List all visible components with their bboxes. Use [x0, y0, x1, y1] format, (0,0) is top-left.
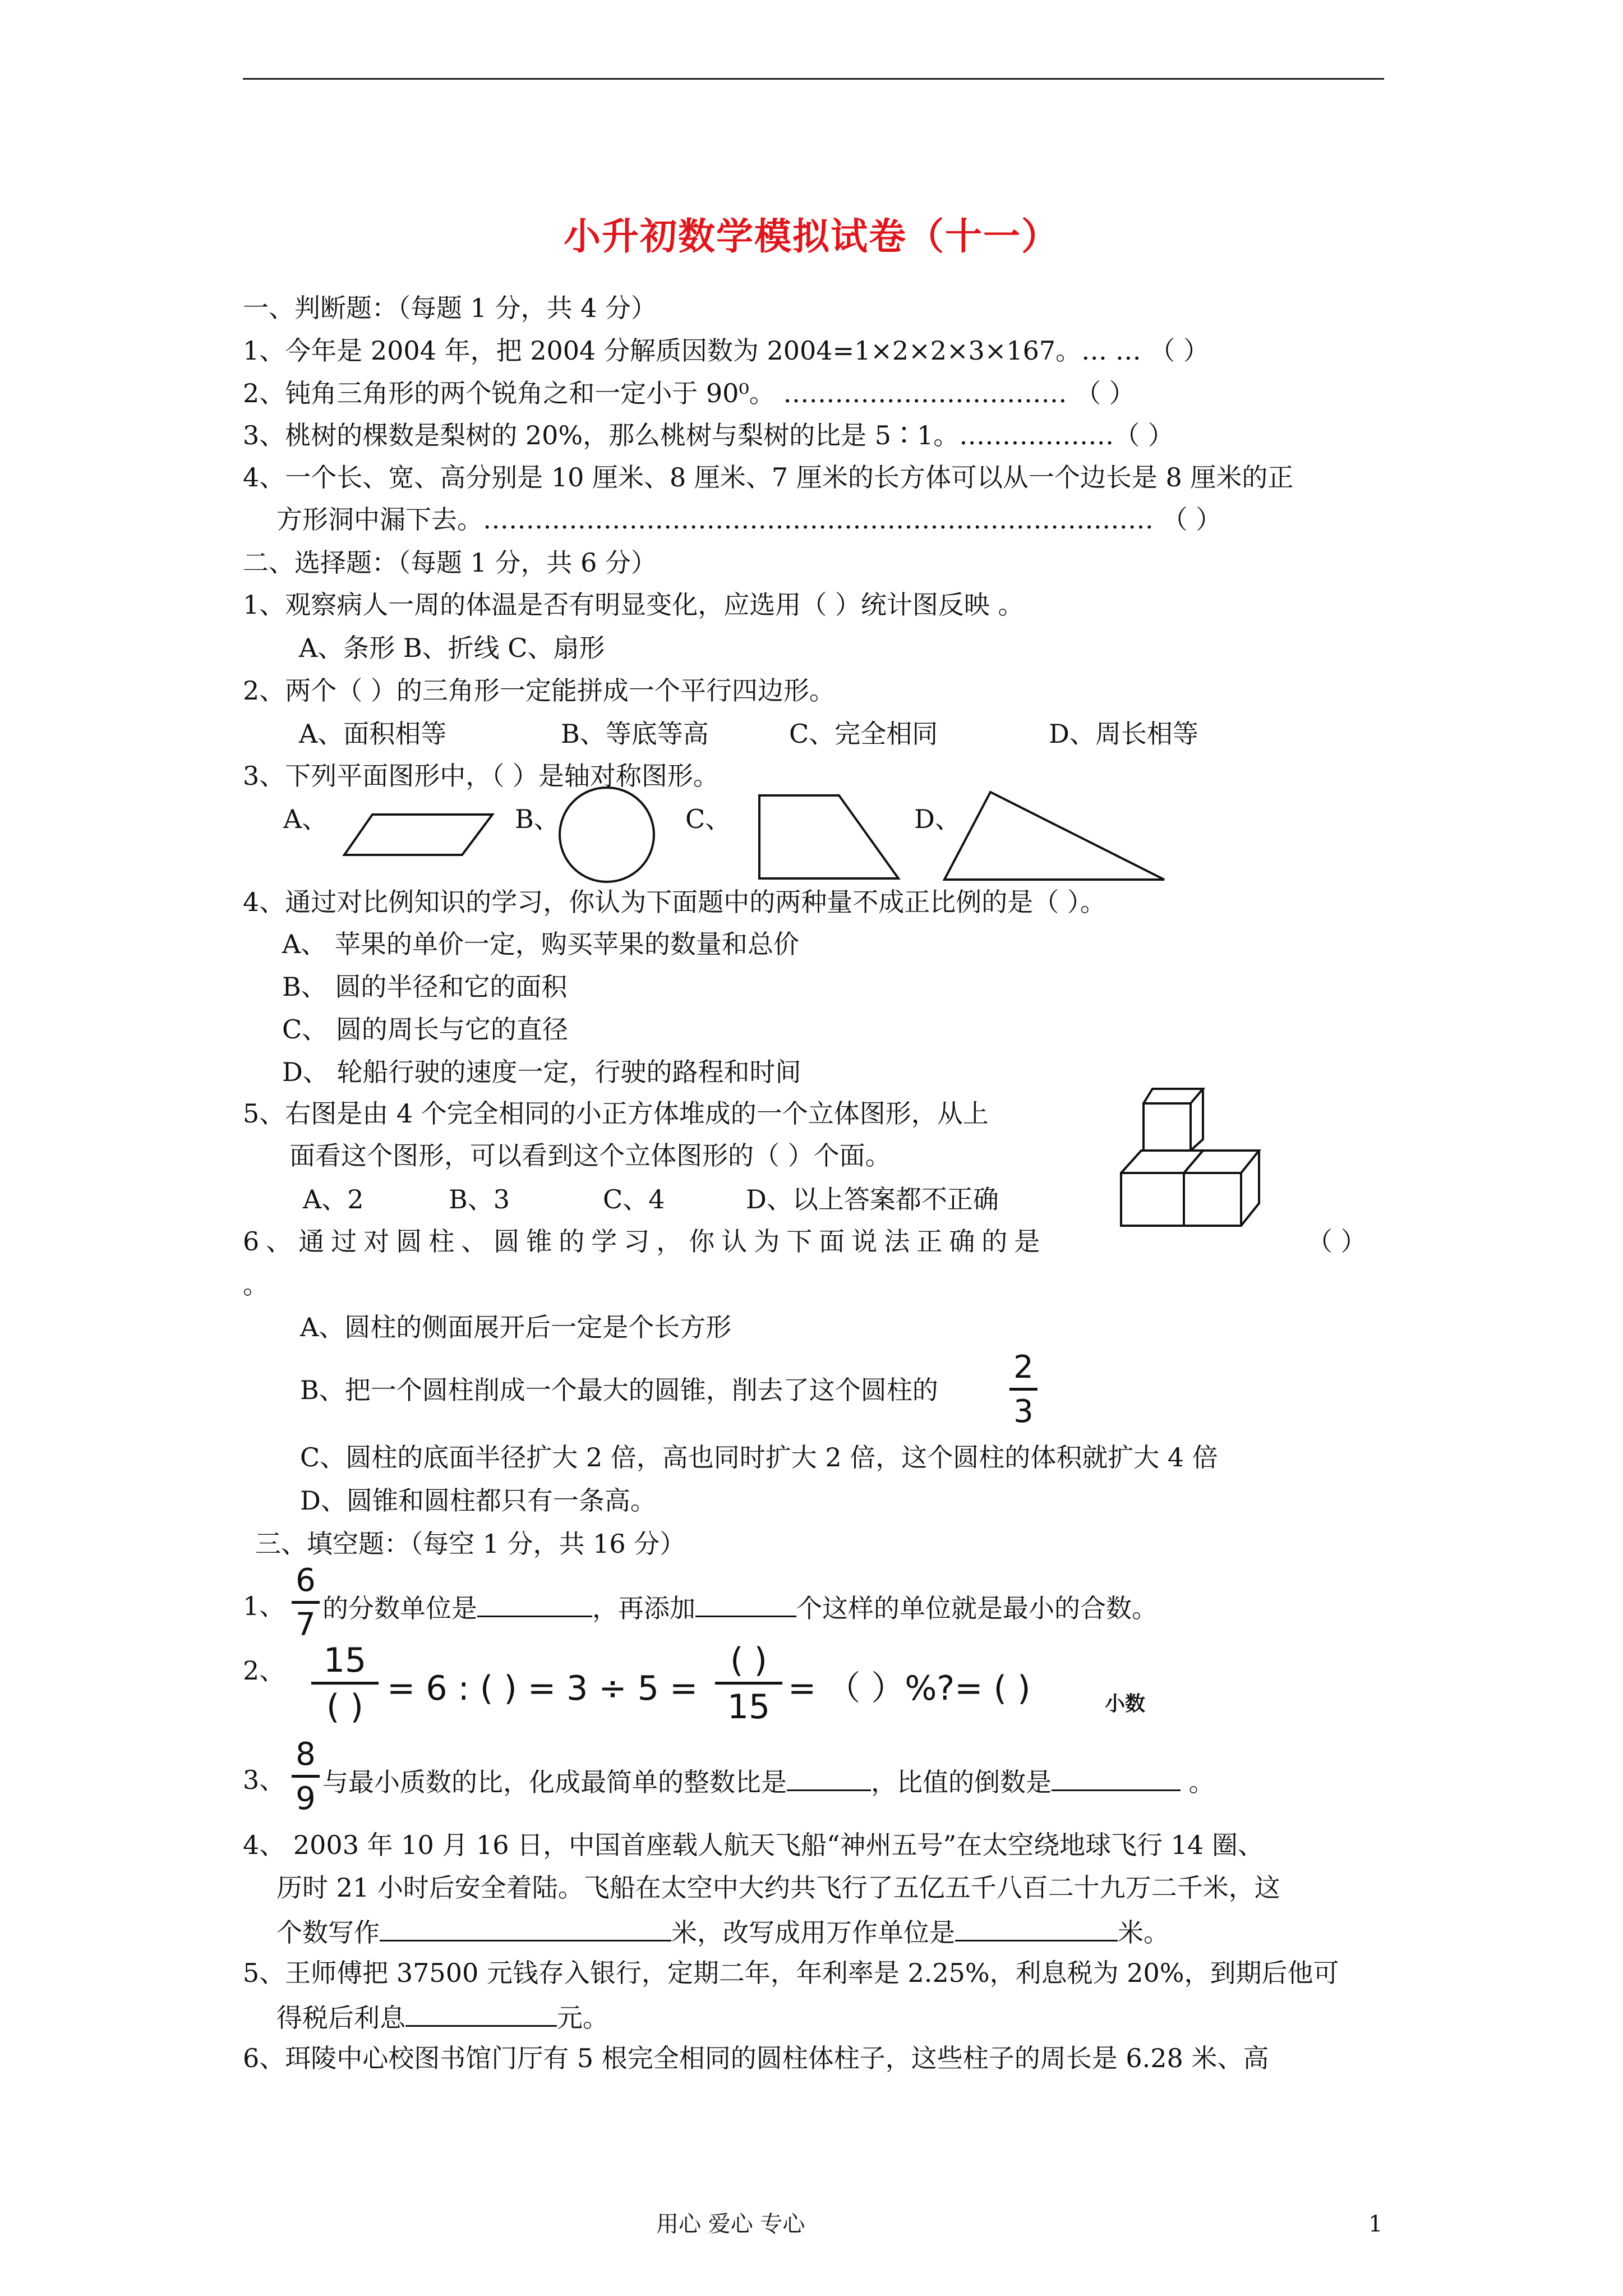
answer-blank[interactable]: [477, 1593, 592, 1617]
s3-question-4-line2: 历时 21 小时后安全着陆。飞船在太空中大约共飞行了五亿五千八百二十九万二千米，这: [276, 1872, 1280, 1903]
s1-question-1: 1、今年是 2004 年，把 2004 分解质因数为 2004=1×2×2×3×167。… … （ ）: [243, 335, 1210, 366]
fraction-numerator: 2: [1013, 1349, 1034, 1386]
s2-question-6: 6、通过对圆柱、圆锥的学习，你认为下面说法正确的是: [243, 1226, 1047, 1257]
s3-question-4-line3: [276, 1917, 1169, 1948]
s3-q2-equation-1: = 6 : ( ) = 3 ÷ 5 =: [387, 1669, 698, 1708]
fraction-bar: [311, 1682, 379, 1685]
s2-q6-option-b: B、把一个圆柱削成一个最大的圆锥，削去了这个圆柱的: [300, 1375, 938, 1405]
s2-question-1: 1、观察病人一周的体温是否有明显变化，应选用（ ）统计图反映 。: [243, 590, 1024, 620]
s3-q2-subscript: 小数: [1105, 1692, 1146, 1715]
s3-question-5-line1: 5、王师傅把 37500 元钱存入银行，定期二年，年利率是 2.25%，利息税为 20%，到期后他可: [243, 1958, 1339, 1988]
fraction-blank-over-15: [715, 1641, 782, 1727]
stacked-cubes-figure: [1119, 1085, 1265, 1228]
s3-q4-text-1: 个数写作: [276, 1917, 380, 1948]
trapezoid-figure: [757, 793, 903, 883]
s2-question-2: 2、两个（ ）的三角形一定能拼成一个平行四边形。: [243, 675, 835, 706]
s2-question-4: 4、通过对比例知识的学习，你认为下面题中的两种量不成正比例的是（ ）。: [243, 887, 1106, 917]
s2-q3-label-a: A、: [283, 804, 328, 834]
section-2-header: 二、选择题：（每题 1 分，共 6 分）: [243, 547, 657, 578]
s2-q5-option-d: D、以上答案都不正确: [746, 1184, 999, 1214]
fraction-two-thirds: [1009, 1349, 1038, 1430]
s3-question-1: [322, 1593, 1158, 1621]
fraction-eight-ninths: [292, 1736, 320, 1817]
header-rule: [243, 78, 1384, 80]
s2-q1-options: A、条形 B、折线 C、扇形: [299, 633, 605, 663]
s2-q5-option-b: B、3: [449, 1184, 510, 1214]
fraction-bar: [292, 1775, 320, 1778]
fraction-numerator: ( ): [730, 1641, 767, 1680]
s2-q4-option-a: A、 苹果的单价一定，购买苹果的数量和总价: [282, 929, 799, 959]
s1-question-3: 3、桃树的棵数是梨树的 20%，那么桃树与梨树的比是 5∶1。………………（ ）: [243, 420, 1174, 450]
answer-blank[interactable]: [695, 1593, 796, 1617]
s3-q3-text-1: 与最小质数的比，化成最简单的整数比是: [322, 1767, 787, 1797]
s2-q6-option-d: D、圆锥和圆柱都只有一条高。: [300, 1485, 656, 1516]
s3-q4-text-2: 米，改写成用万作单位是: [671, 1917, 955, 1948]
s3-q1-text-3: 个这样的单位就是最小的合数。: [796, 1593, 1158, 1623]
fraction-denominator: 3: [1013, 1393, 1034, 1430]
fraction-six-sevenths: [292, 1562, 320, 1643]
s3-q3-prefix: 3、: [243, 1765, 285, 1795]
answer-blank[interactable]: [380, 1917, 671, 1941]
answer-blank[interactable]: [405, 2003, 557, 2027]
s2-q6-option-c: C、圆柱的底面半径扩大 2 倍，高也同时扩大 2 倍，这个圆柱的体积就扩大 4 倍: [300, 1442, 1218, 1473]
s3-q1-prefix: 1、: [243, 1591, 285, 1621]
s2-q5-option-c: C、4: [603, 1184, 665, 1214]
s2-q2-option-c: C、完全相同: [789, 719, 938, 749]
page-number: 1: [1368, 2211, 1383, 2237]
triangle-figure: [942, 790, 1166, 882]
s2-question-5-line1: 5、右图是由 4 个完全相同的小正方体堆成的一个立体图形，从上: [243, 1098, 989, 1129]
s3-q2-equation-2: = （ ）%?= ( ): [788, 1669, 1031, 1708]
s2-q3-label-c: C、: [685, 804, 731, 834]
s2-q4-option-d: D、 轮船行驶的速度一定，行驶的路程和时间: [282, 1057, 801, 1087]
footer-motto: 用心 爱心 专心: [656, 2211, 805, 2237]
fraction-bar: [715, 1682, 782, 1685]
s3-q5-text-1: 得税后利息: [276, 2003, 405, 2033]
fraction-denominator: 9: [296, 1780, 316, 1817]
fraction-numerator: 6: [296, 1562, 316, 1599]
s2-q6-end-mark: 。: [243, 1269, 269, 1300]
parallelogram-figure: [342, 812, 499, 857]
fraction-15-over-blank: [311, 1641, 379, 1727]
fraction-bar: [292, 1601, 320, 1604]
s2-q5-option-a: A、2: [303, 1184, 364, 1214]
s2-q3-label-d: D、: [914, 804, 961, 834]
section-1-header: 一、判断题：（每题 1 分，共 4 分）: [243, 293, 657, 323]
s3-q2-prefix: 2、: [243, 1655, 285, 1686]
fraction-denominator: 7: [296, 1607, 316, 1643]
answer-blank[interactable]: [787, 1767, 871, 1791]
fraction-bar: [1009, 1388, 1038, 1391]
s2-question-5-line2: 面看这个图形，可以看到这个立体图形的（ ）个面。: [289, 1140, 891, 1171]
s2-q2-option-a: A、面积相等: [299, 719, 447, 749]
s3-q1-text-1: 的分数单位是: [322, 1593, 477, 1623]
s3-q3-text-2: ，比值的倒数是: [871, 1767, 1052, 1797]
fraction-numerator: 8: [296, 1736, 316, 1773]
s2-q2-option-b: B、等底等高: [561, 719, 709, 749]
s2-q3-label-b: B、: [515, 804, 560, 834]
s3-q1-text-2: ，再添加: [592, 1593, 695, 1623]
circle-figure: [557, 785, 658, 886]
fraction-numerator: 15: [323, 1641, 367, 1680]
s3-q5-text-2: 元。: [557, 2003, 608, 2033]
s1-question-2: 2、钝角三角形的两个锐角之和一定小于 90⁰。 …………………………… （ ）: [243, 378, 1135, 408]
answer-blank[interactable]: [1052, 1767, 1181, 1791]
s1-question-4-line2: 方形洞中漏下去。…………………………………………………………………… （ ）: [276, 504, 1222, 535]
s3-q3-text-3: 。: [1181, 1767, 1215, 1797]
s3-question-6: 6、珥陵中心校图书馆门厅有 5 根完全相同的圆柱体柱子，这些柱子的周长是 6.28 米、高: [243, 2043, 1269, 2073]
fraction-denominator: ( ): [326, 1687, 363, 1727]
s3-q4-text-3: 米。: [1118, 1917, 1169, 1948]
s3-question-3: [322, 1767, 1215, 1795]
s3-question-4-line1: 4、 2003 年 10 月 16 日，中国首座载人航天飞船“神州五号”在太空绕地球飞行 14 圈、: [243, 1830, 1264, 1860]
answer-blank[interactable]: [955, 1917, 1118, 1941]
s2-q4-option-b: B、 圆的半径和它的面积: [282, 972, 568, 1002]
page-title: 小升初数学模拟试卷（十一）: [564, 214, 1059, 258]
s2-q4-option-c: C、 圆的周长与它的直径: [282, 1014, 568, 1045]
s2-q6-answer-paren: （ ）: [1307, 1226, 1367, 1257]
s1-question-4-line1: 4、一个长、宽、高分别是 10 厘米、8 厘米、7 厘米的长方体可以从一个边长是 8 厘米的正: [243, 462, 1294, 493]
s2-q2-option-d: D、周长相等: [1049, 719, 1198, 749]
s2-q6-option-a: A、圆柱的侧面展开后一定是个长方形: [300, 1312, 732, 1342]
s2-question-3: 3、下列平面图形中，（ ）是轴对称图形。: [243, 761, 719, 791]
s3-question-5-line2: [276, 2003, 608, 2031]
section-3-header: 三、填空题：（每空 1 分，共 16 分）: [255, 1529, 686, 1559]
fraction-denominator: 15: [727, 1687, 771, 1727]
